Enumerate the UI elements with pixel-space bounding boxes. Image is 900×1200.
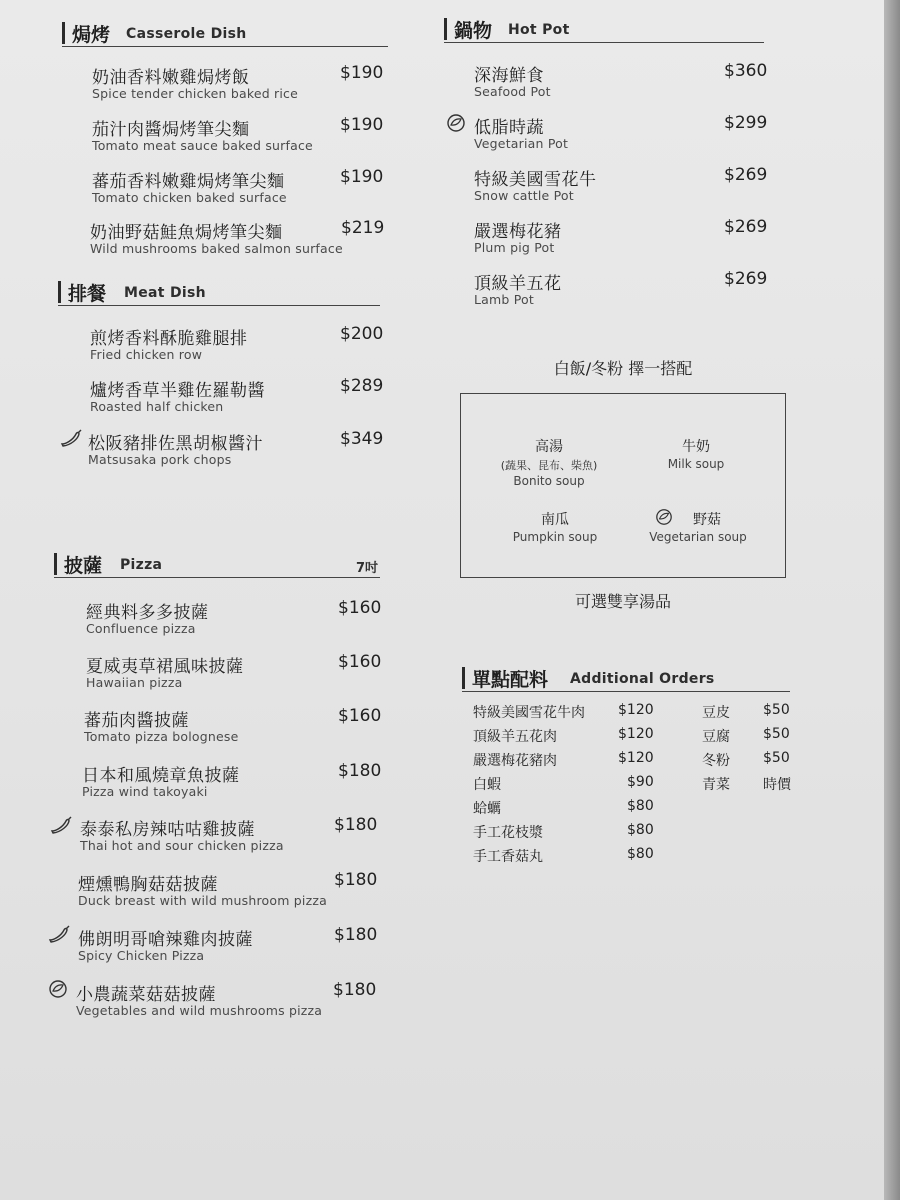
item-name: 特級美國雪花牛 <box>474 170 597 190</box>
item-price: $190 <box>340 167 384 187</box>
menu-item <box>474 269 774 313</box>
addon-name: 頂級羊五花肉 <box>473 729 557 745</box>
item-english: Thai hot and sour chicken pizza <box>80 838 284 853</box>
rice-noodle-choice: 白飯/冬粉 擇一搭配 <box>553 359 693 378</box>
meat-title-zh: 排餐 <box>68 283 107 305</box>
item-name: 蕃茄香料嫩雞焗烤筆尖麵 <box>92 172 285 192</box>
menu-item <box>474 113 774 157</box>
additional-header <box>462 665 790 692</box>
menu-item <box>76 980 382 1024</box>
chili-icon <box>48 925 70 947</box>
soup-name: 野菇 <box>693 512 721 528</box>
addon-name: 青菜 <box>702 777 730 793</box>
soup-name: 高湯 <box>535 439 563 455</box>
item-price: $180 <box>338 761 382 781</box>
meat-title-en: Meat Dish <box>124 285 206 301</box>
meat-header <box>58 279 380 306</box>
soup-english: Milk soup <box>667 457 725 471</box>
item-name: 經典料多多披薩 <box>86 603 209 623</box>
addon-price: $50 <box>763 750 790 766</box>
addon-price: $120 <box>618 750 654 766</box>
item-price: $289 <box>340 376 384 396</box>
soup-name: 牛奶 <box>682 439 710 455</box>
item-price: $349 <box>340 429 384 449</box>
item-name: 佛朗明哥嗆辣雞肉披薩 <box>78 930 253 950</box>
hotpot-header <box>444 16 764 43</box>
menu-item <box>92 63 382 107</box>
addon-price: $120 <box>618 702 654 718</box>
hotpot-title-en: Hot Pot <box>508 22 570 38</box>
item-price: $180 <box>333 980 377 1000</box>
addon-name: 嚴選梅花豬肉 <box>473 753 557 769</box>
menu-item <box>80 815 382 859</box>
item-price: $360 <box>724 61 768 81</box>
hotpot-title-zh: 鍋物 <box>454 20 493 42</box>
item-english: Tomato meat sauce baked surface <box>92 138 313 153</box>
soup-english: Bonito soup <box>513 474 585 488</box>
chili-icon <box>60 429 82 451</box>
addon-price: $80 <box>627 822 654 838</box>
casserole-title-en: Casserole Dish <box>126 26 247 42</box>
item-price: $190 <box>340 115 384 135</box>
additional-title-en: Additional Orders <box>570 671 715 687</box>
item-name: 奶油野菇鮭魚焗烤筆尖麵 <box>90 223 283 243</box>
casserole-header <box>62 20 388 47</box>
menu-item <box>474 217 774 261</box>
item-name: 泰泰私房辣咕咕雞披薩 <box>80 820 255 840</box>
menu-item <box>90 376 382 420</box>
item-name: 蕃茄肉醬披薩 <box>84 711 189 731</box>
item-price: $219 <box>341 218 385 238</box>
item-price: $200 <box>340 324 384 344</box>
menu-item <box>90 218 385 262</box>
item-price: $269 <box>724 269 768 289</box>
item-english: Fried chicken row <box>90 347 203 362</box>
item-english: Vegetarian Pot <box>474 136 569 151</box>
item-english: Tomato chicken baked surface <box>92 190 287 205</box>
soup-option <box>499 509 611 544</box>
menu-item <box>474 165 774 209</box>
item-price: $180 <box>334 925 378 945</box>
item-name: 小農蔬菜菇菇披薩 <box>76 985 216 1005</box>
item-english: Plum pig Pot <box>474 240 555 255</box>
addon-price: $50 <box>763 726 790 742</box>
addon-name: 豆腐 <box>702 729 730 745</box>
soup-english: Vegetarian soup <box>649 530 747 544</box>
item-name: 嚴選梅花豬 <box>474 222 562 242</box>
item-english: Wild mushrooms baked salmon surface <box>90 241 343 256</box>
addon-name: 手工香菇丸 <box>473 849 543 865</box>
item-price: $160 <box>338 652 382 672</box>
addon-price: 時價 <box>763 777 791 793</box>
addon-name: 冬粉 <box>702 753 730 769</box>
item-name: 煎烤香料酥脆雞腿排 <box>90 329 248 349</box>
addon-price: $90 <box>627 774 654 790</box>
item-english: Vegetables and wild mushrooms pizza <box>76 1003 323 1018</box>
item-english: Tomato pizza bolognese <box>84 729 239 744</box>
item-english: Seafood Pot <box>474 84 551 99</box>
item-name: 奶油香料嫩雞焗烤飯 <box>92 68 250 88</box>
menu-item <box>78 870 382 914</box>
menu-item <box>84 706 382 750</box>
menu-item <box>474 61 774 105</box>
item-name: 茄汁肉醬焗烤筆尖麵 <box>92 120 250 140</box>
menu-item <box>92 115 382 159</box>
item-name: 夏威夷草裙風味披薩 <box>86 657 244 677</box>
item-price: $160 <box>338 598 382 618</box>
item-name: 低脂時蔬 <box>474 118 544 138</box>
item-price: $190 <box>340 63 384 83</box>
item-english: Spicy Chicken Pizza <box>78 948 205 963</box>
item-name: 松阪豬排佐黑胡椒醬汁 <box>88 434 263 454</box>
double-soup-note: 可選雙享湯品 <box>574 592 671 611</box>
item-name: 頂級羊五花 <box>474 274 562 294</box>
menu-item <box>86 652 382 696</box>
item-name: 深海鮮食 <box>474 66 544 86</box>
item-english: Hawaiian pizza <box>86 675 183 690</box>
addon-price: $50 <box>763 702 790 718</box>
soup-option <box>641 436 751 471</box>
addon-price: $80 <box>627 798 654 814</box>
item-price: $269 <box>724 165 768 185</box>
item-name: 日本和風燒章魚披薩 <box>82 766 240 786</box>
pizza-title-en: Pizza <box>120 557 163 573</box>
item-price: $299 <box>724 113 768 133</box>
vegetarian-icon <box>446 113 466 137</box>
addon-name: 手工花枝漿 <box>473 825 543 841</box>
menu-item <box>92 167 382 211</box>
menu-item <box>90 324 382 368</box>
soup-english: Pumpkin soup <box>512 530 598 544</box>
pizza-title-zh: 披薩 <box>64 555 103 577</box>
soup-name: 南瓜 <box>541 512 569 528</box>
addon-price: $120 <box>618 726 654 742</box>
item-price: $180 <box>334 870 378 890</box>
item-price: $180 <box>334 815 378 835</box>
additional-title-zh: 單點配料 <box>472 669 549 691</box>
item-name: 爐烤香草半雞佐羅勒醬 <box>90 381 265 401</box>
soup-option <box>643 509 753 544</box>
item-english: Spice tender chicken baked rice <box>92 86 299 101</box>
item-price: $269 <box>724 217 768 237</box>
item-english: Snow cattle Pot <box>474 188 574 203</box>
soup-ingredients: (蔬果、昆布、柴魚) <box>500 459 598 472</box>
menu-item <box>78 925 382 969</box>
soup-options-box <box>460 393 786 578</box>
addon-name: 豆皮 <box>702 705 730 721</box>
addon-name: 蛤蠣 <box>473 801 501 817</box>
item-english: Pizza wind takoyaki <box>82 784 208 799</box>
page-edge <box>884 0 900 1200</box>
vegetarian-icon <box>48 979 68 1003</box>
pizza-size: 7吋 <box>355 561 378 576</box>
pizza-header <box>54 551 380 578</box>
menu-item <box>88 429 382 473</box>
item-price: $160 <box>338 706 382 726</box>
item-english: Matsusaka pork chops <box>88 452 232 467</box>
chili-icon <box>50 816 72 838</box>
item-name: 煙燻鴨胸菇菇披薩 <box>78 875 218 895</box>
casserole-title-zh: 焗烤 <box>72 24 111 46</box>
menu-item <box>86 598 382 642</box>
addon-name: 白蝦 <box>473 777 501 793</box>
menu-item <box>82 761 382 805</box>
item-english: Lamb Pot <box>474 292 534 307</box>
item-english: Confluence pizza <box>86 621 196 636</box>
addon-name: 特級美國雪花牛肉 <box>473 705 585 721</box>
item-english: Roasted half chicken <box>90 399 224 414</box>
soup-option <box>489 436 609 488</box>
item-english: Duck breast with wild mushroom pizza <box>78 893 327 908</box>
addon-price: $80 <box>627 846 654 862</box>
